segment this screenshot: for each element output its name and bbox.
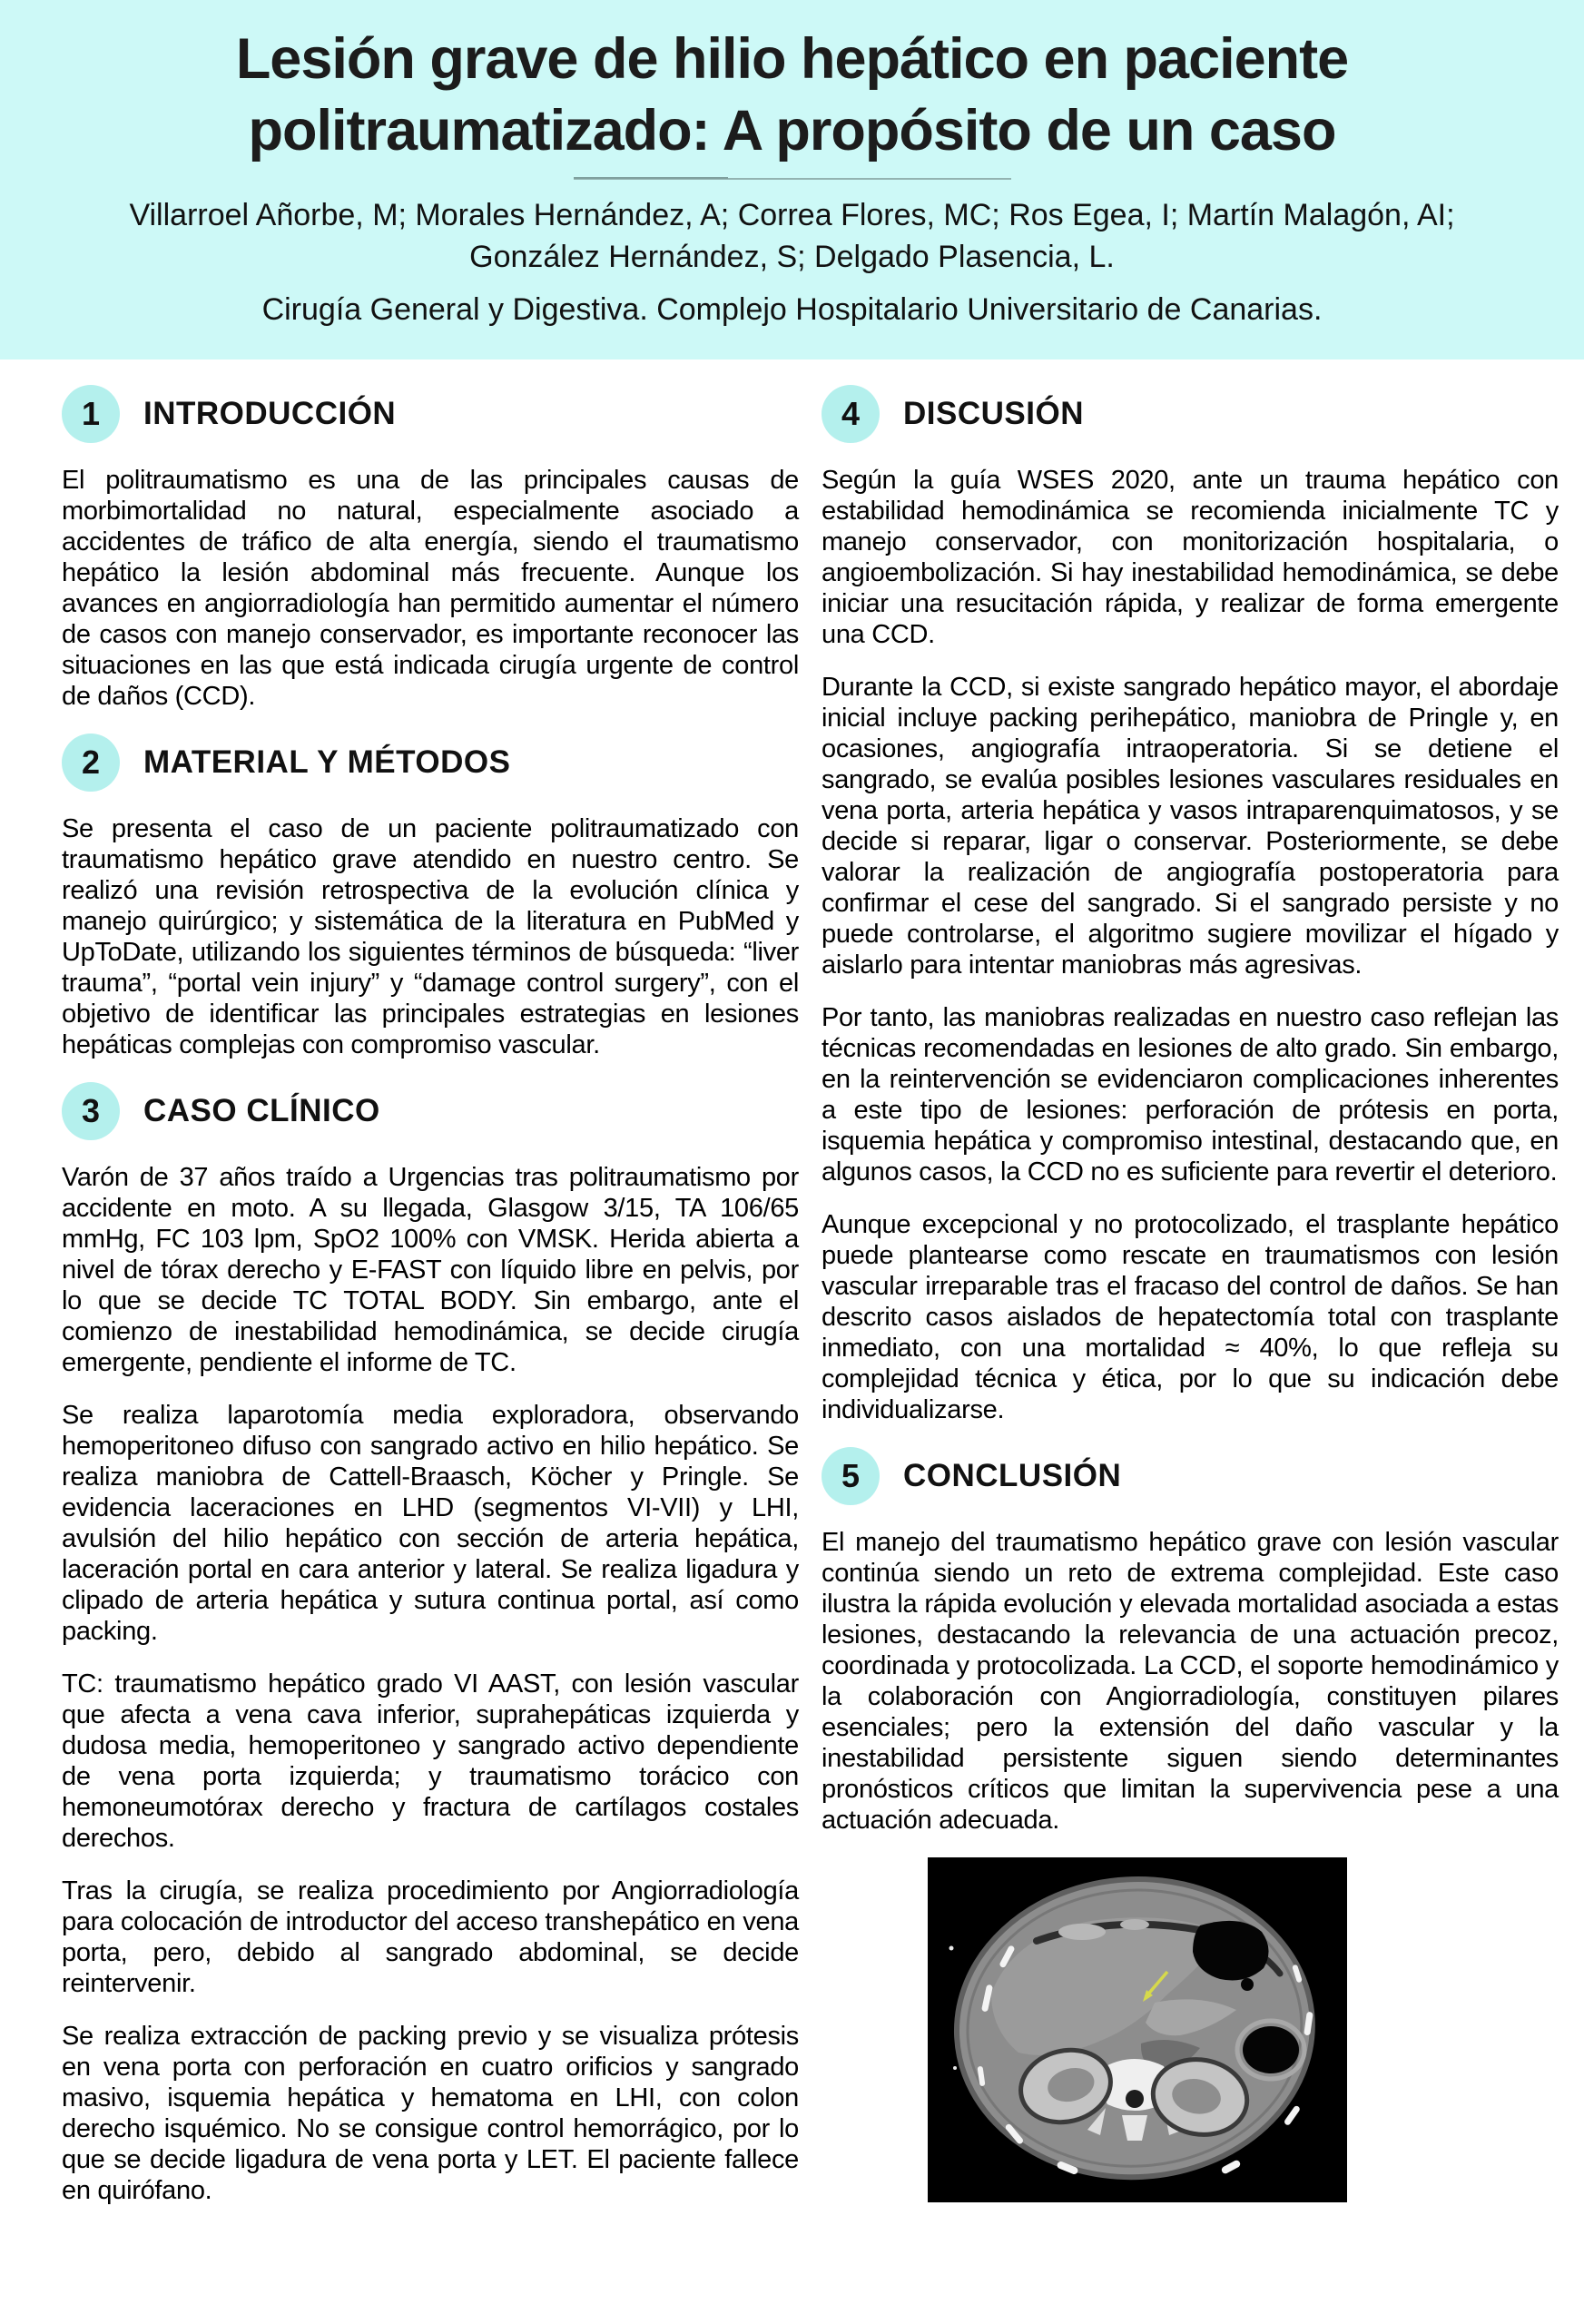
authors-line1: Villarroel Añorbe, M; Morales Hernández, A; Correa Flores, MC; Ros Egea, I; Martín Malagón, AI; bbox=[129, 198, 1455, 232]
paragraph: El manejo del traumatismo hepático grave con lesión vascular continúa siendo un reto de extrema complejidad. Este caso ilustra la rápida evolución y elevada mortalidad asociada a estas lesiones, destacando la relevancia de una actuación precoz, coordinada y protocolizada. La CCD, el soporte hemodinámico y la colaboración con Angiorradiología, constituyen pilares esenciales; pero la extensión del daño vascular y la inestabilidad persistente siguen siendo determinantes pronósticos críticos que limitan la supervivencia pese a una actuación adecuada. bbox=[822, 1528, 1559, 1835]
poster-title bbox=[0, 0, 1584, 167]
section-title: INTRODUCCIÓN bbox=[143, 396, 397, 431]
section-number-badge: 3 bbox=[62, 1082, 120, 1140]
section-title: CONCLUSIÓN bbox=[903, 1458, 1122, 1493]
section-title: CASO CLÍNICO bbox=[143, 1093, 380, 1128]
affiliation: Cirugía General y Digestiva. Complejo Hospitalario Universitario de Canarias. bbox=[261, 292, 1323, 327]
section-header-introduccion bbox=[62, 385, 799, 443]
section-number-badge: 5 bbox=[822, 1447, 880, 1505]
section-title: MATERIAL Y MÉTODOS bbox=[143, 744, 511, 780]
ct-colon-air bbox=[1243, 2026, 1299, 2073]
paragraph: Aunque excepcional y no protocolizado, el trasplante hepático puede plantearse como rescate en traumatismos con lesión vascular irreparable tras el fracaso del control de daños. Se han descrito casos aislados de hepatectomía total con trasplante inmediato, con una mortalidad ≈ 40%, lo que refleja su complejidad técnica y ética, por lo que su indicación debe individualizarse. bbox=[822, 1210, 1559, 1424]
poster-title-line1: Lesión grave de hilio hepático en paciente bbox=[235, 27, 1349, 91]
section-header-material-y-metodos bbox=[62, 734, 799, 792]
ct-scan-svg bbox=[928, 1857, 1347, 2202]
ct-scan-image bbox=[928, 1857, 1347, 2202]
section-number-badge: 1 bbox=[62, 385, 120, 443]
paragraph: Por tanto, las maniobras realizadas en nuestro caso reflejan las técnicas recomendadas en lesiones de alto grado. Sin embargo, en la reintervención se evidenciaron complicaciones inherentes a este tipo de lesiones: perforación de prótesis en porta, isquemia hepática y compromiso intestinal, destacando que, en algunos casos, la CCD no es suficiente para revertir el deterioro. bbox=[822, 1003, 1559, 1187]
section-number-badge: 2 bbox=[62, 734, 120, 792]
section-title: DISCUSIÓN bbox=[903, 396, 1084, 431]
paragraph: Tras la cirugía, se realiza procedimiento por Angiorradiología para colocación de introductor del acceso transhepático en vena porta, pero, debido al sangrado abdominal, se decide reintervenir. bbox=[62, 1876, 799, 1998]
paragraph: Durante la CCD, si existe sangrado hepático mayor, el abordaje inicial incluye packing perihepático, maniobra de Pringle y, en ocasiones, angiografía intraoperatoria. Si se detiene el sangrado, se evalúa posibles lesiones vasculares residuales en vena porta, arteria hepática y vasos intraparenquimatosos, y se decide si reparar, ligar o conservar. Posteriormente, se debe valorar la realización de angiografía postoperatoria para confirmar el cese del sangrado. Si el sangrado persiste y no puede controlarse, el algoritmo sugiere movilizar el hígado y aislarlo para intentar maniobras más agresivas. bbox=[822, 673, 1559, 980]
authors bbox=[112, 194, 1473, 278]
paragraph: Se realiza laparotomía media exploradora, observando hemoperitoneo difuso con sangrado activo en hilio hepático. Se realiza maniobra de Cattell-Braasch, Köcher y Pringle. Se evidencia laceraciones en LHD (segmentos VI-VII) y LHI, avulsión del hilio hepático con sección de arteria hepática, laceración portal en cara anterior y lateral. Se realiza ligadura y clipado de arteria hepática y sutura continua portal, así como packing. bbox=[62, 1401, 799, 1646]
paragraph: Varón de 37 años traído a Urgencias tras politraumatismo por accidente en moto. A su llegada, Glasgow 3/15, TA 106/65 mmHg, FC 103 lpm, SpO2 100% con VMSK. Herida abierta a nivel de tórax derecho y E-FAST con líquido libre en pelvis, por lo que se decide TC TOTAL BODY. Sin embargo, ante el comienzo de inestabilidad hemodinámica, se decide cirugía emergente, pendiente el informe de TC. bbox=[62, 1163, 799, 1377]
paragraph: TC: traumatismo hepático grado VI AAST, con lesión vascular que afecta a vena cava inferior, suprahepáticas izquierda y dudosa media, hemoperitoneo y sangrado activo dependiente de vena porta izquierda; y traumatismo torácico con hemoneumotórax derecho y fractura de cartílagos costales derechos. bbox=[62, 1669, 799, 1853]
section-header-caso-clinico bbox=[62, 1082, 799, 1140]
title-divider bbox=[574, 178, 1011, 180]
section-number-badge: 4 bbox=[822, 385, 880, 443]
authors-line2: González Hernández, S; Delgado Plasencia, L. bbox=[469, 240, 1115, 274]
poster-header bbox=[0, 0, 1584, 359]
paragraph: El politraumatismo es una de las principales causas de morbimortalidad no natural, especialmente asociado a accidentes de tráfico de alta energía, siendo el traumatismo hepático la lesión abdominal más frecuente. Aunque los avances en angiorradiología han permitido aumentar el número de casos con manejo conservador, es importante reconocer las situaciones en las que está indicada cirugía urgente de control de daños (CCD). bbox=[62, 466, 799, 711]
section-header-discusion bbox=[822, 385, 1559, 443]
paragraph: Se presenta el caso de un paciente politraumatizado con traumatismo hepático grave atendido en nuestro centro. Se realizó una revisión retrospectiva de la evolución clínica y manejo quirúrgico; y sistemática de la literatura en PubMed y UpToDate, utilizando los siguientes términos de búsqueda: “liver trauma”, “portal vein injury” y “damage control surgery”, con el objetivo de identificar las principales estrategias en lesiones hepáticas complejas con compromiso vascular. bbox=[62, 814, 799, 1059]
right-column bbox=[822, 385, 1559, 2202]
section-header-conclusion bbox=[822, 1447, 1559, 1505]
poster-title-line2: politraumatizado: A propósito de un caso bbox=[248, 99, 1336, 162]
left-column bbox=[62, 385, 799, 2206]
paragraph: Se realiza extracción de packing previo y se visualiza prótesis en vena porta con perforación en cuatro orificios y sangrado masivo, isquemia hepática y hematoma en LHI, con colon derecho isquémico. No se consigue control hemorrágico, por lo que se decide ligadura de vena porta y LET. El paciente fallece en quirófano. bbox=[62, 2022, 799, 2205]
paragraph: Según la guía WSES 2020, ante un trauma hepático con estabilidad hemodinámica se recomienda inicialmente TC y manejo conservador, con monitorización hospitalaria, o angioembolización. Si hay inestabilidad hemodinámica, se debe iniciar una resucitación rápida, y realizar de forma emergente una CCD. bbox=[822, 466, 1559, 649]
